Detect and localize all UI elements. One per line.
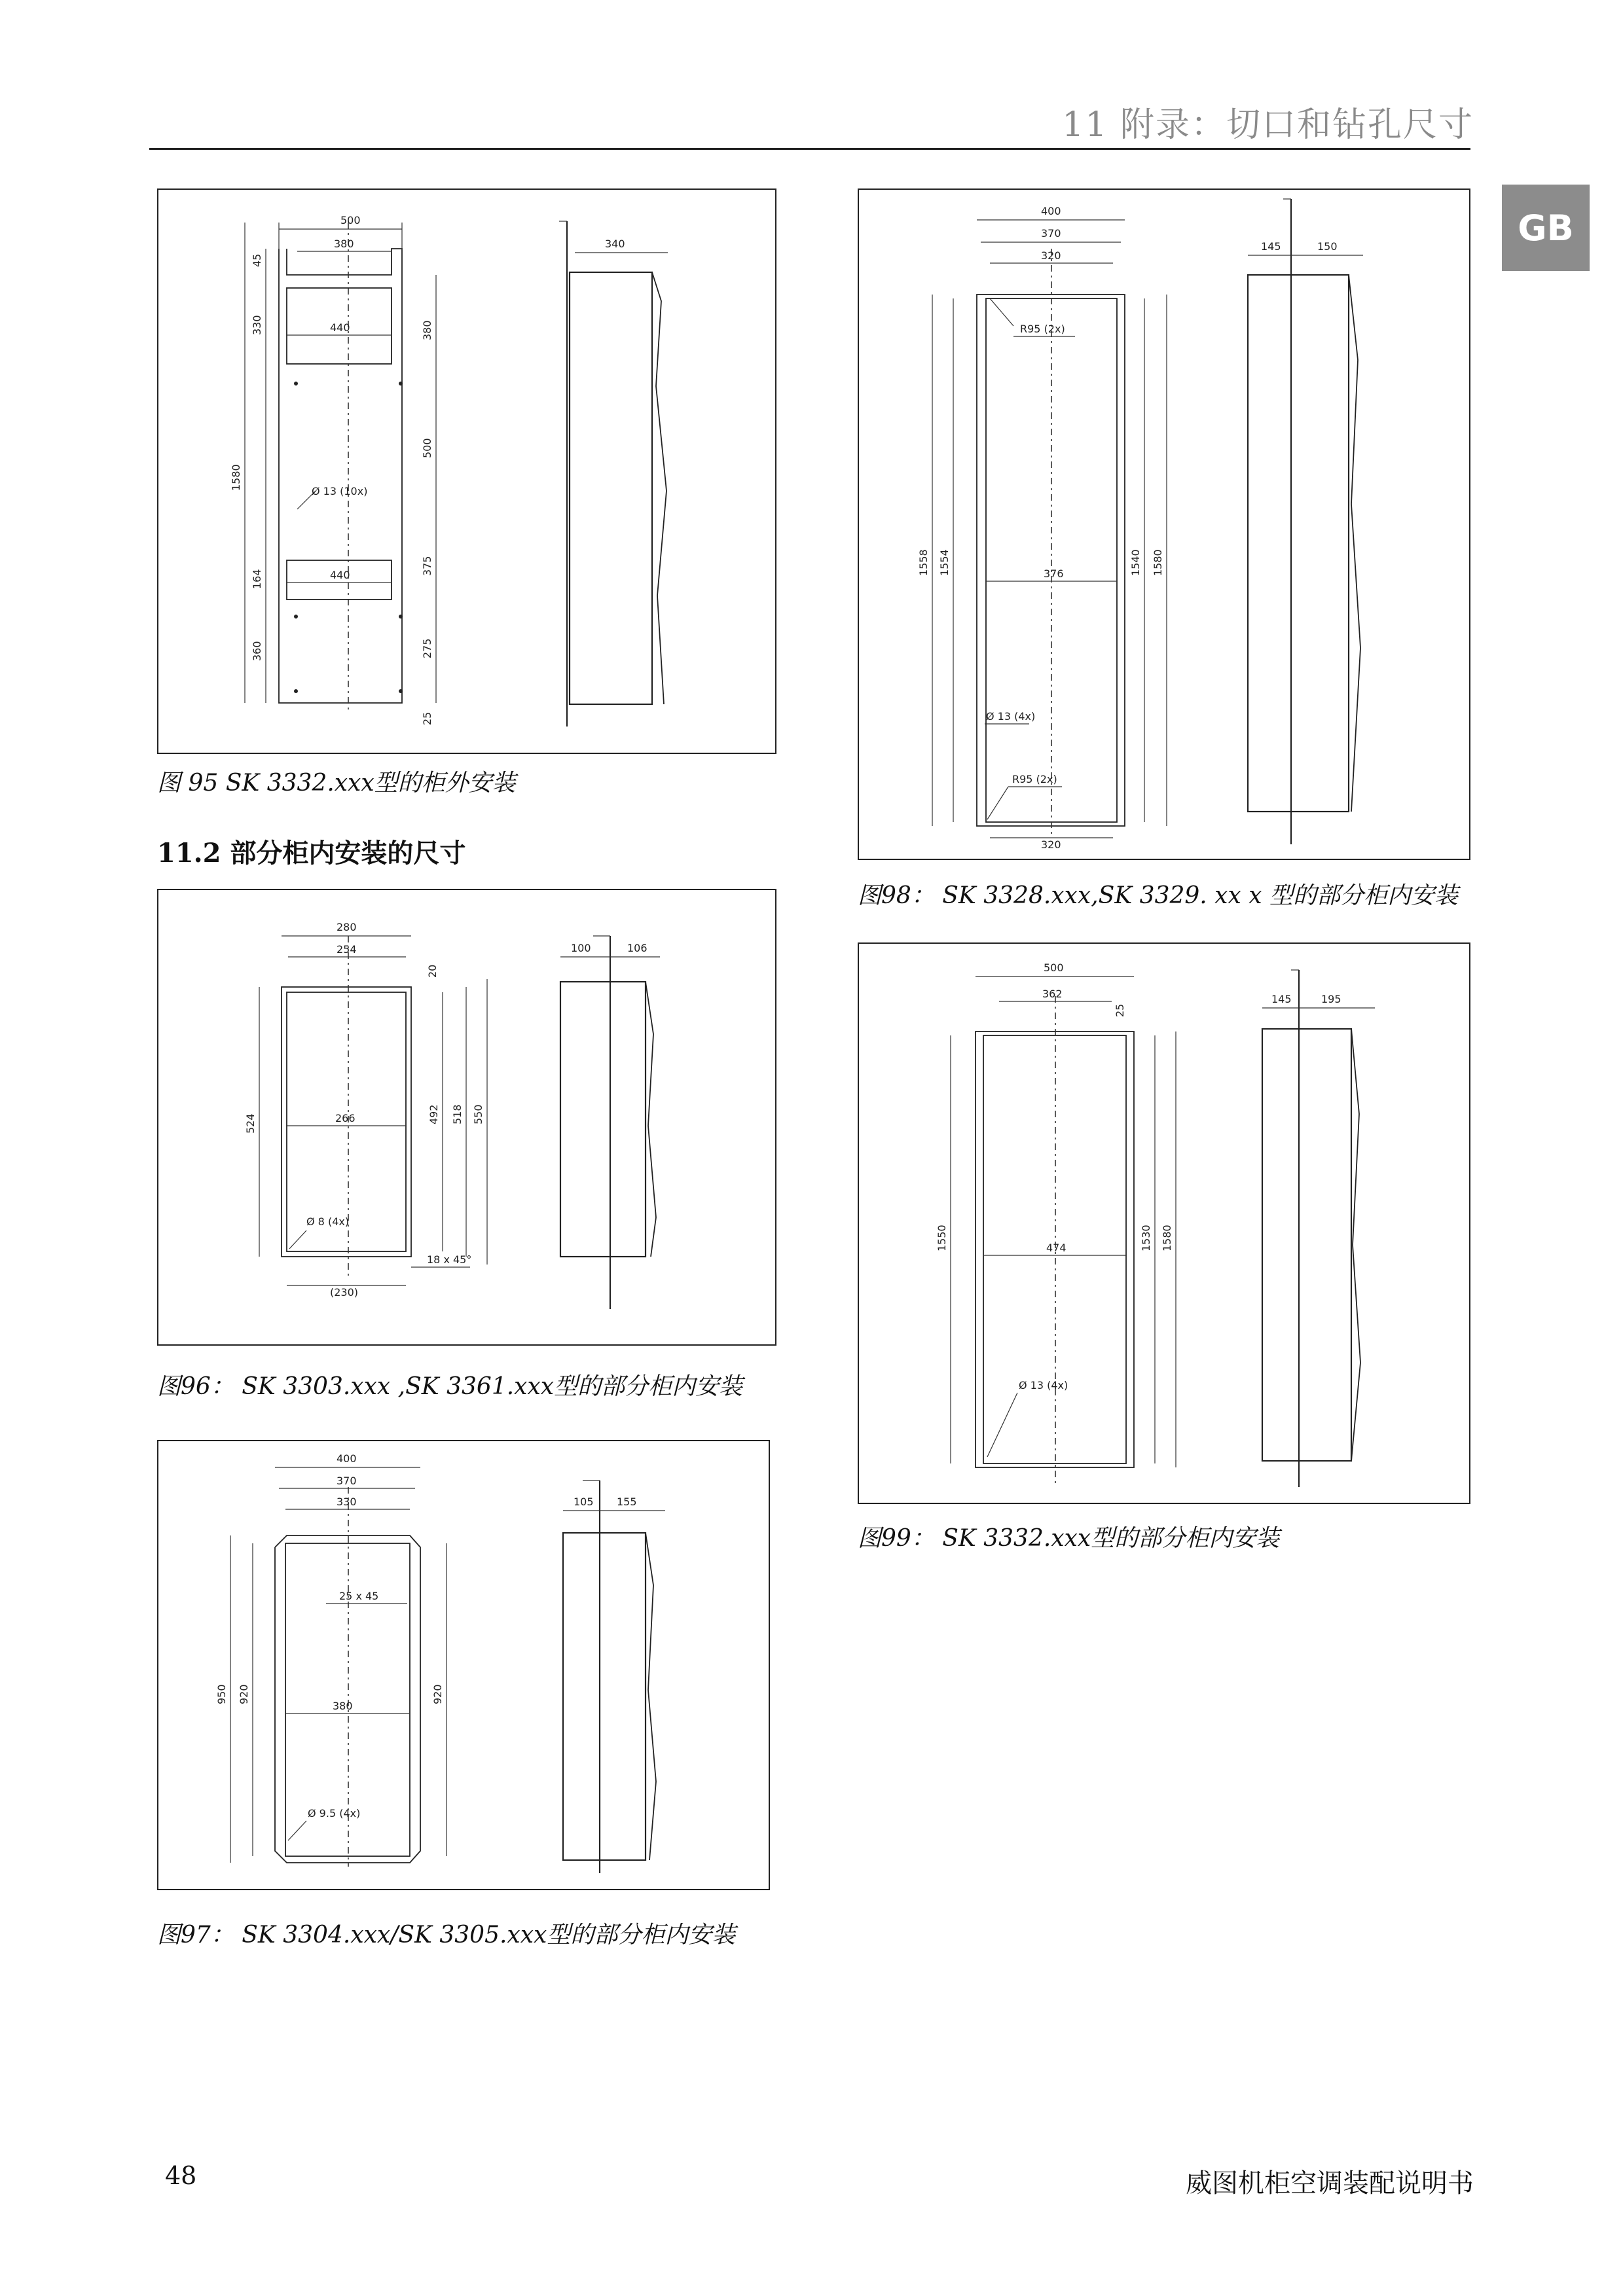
fig97-dim-105: 105 (574, 1496, 594, 1508)
fig96-hole-label: Ø 8 (4x) (306, 1215, 350, 1228)
fig98-dim-145: 145 (1261, 240, 1281, 253)
fig97-dim-370: 370 (337, 1475, 357, 1487)
fig96-dim-550: 550 (472, 1104, 484, 1124)
fig95-dim-25: 25 (421, 711, 433, 725)
fig99-dim-1580: 1580 (1161, 1225, 1173, 1251)
fig96-dim-524: 524 (244, 1113, 257, 1134)
fig98-dim-320: 320 (1041, 249, 1061, 262)
fig97-dim-920a: 920 (238, 1684, 250, 1704)
fig95-dim-440a: 440 (330, 321, 350, 334)
fig96-dim-518: 518 (451, 1104, 464, 1124)
fig96-dim-20: 20 (426, 964, 439, 978)
fig96-dim-106: 106 (627, 942, 647, 954)
fig95-hole-label: Ø 13 (10x) (312, 485, 368, 497)
language-tab-gb: GB (1502, 185, 1590, 271)
page-number: 48 (165, 2161, 197, 2190)
fig96-dim-254: 254 (337, 943, 357, 956)
fig95-dim-440b: 440 (330, 569, 350, 581)
figure-96-caption: 图96： SK 3303.xxx ,SK 3361.xxx型的部分柜内安装 (157, 1373, 743, 1400)
fig98-dim-320b: 320 (1041, 838, 1061, 851)
fig96-dim-100: 100 (571, 942, 591, 954)
section-heading: 11.2 部分柜内安装的尺寸 (157, 838, 466, 869)
fig98-dim-1558: 1558 (917, 549, 930, 576)
figure-96-drawing (158, 890, 775, 1344)
fig95-dim-340: 340 (605, 238, 625, 250)
fig95-dim-275: 275 (421, 638, 433, 658)
fig98-hole-label: Ø 13 (4x) (986, 710, 1036, 723)
fig99-dim-500: 500 (1044, 961, 1064, 974)
fig95-dim-500: 500 (340, 214, 361, 226)
fig99-dim-25: 25 (1114, 1003, 1126, 1017)
fig95-dim-330: 330 (251, 315, 263, 335)
fig98-dim-1580: 1580 (1152, 549, 1164, 576)
fig99-dim-195: 195 (1321, 993, 1341, 1005)
running-header: 11 附录：切口和钻孔尺寸 (1062, 105, 1474, 145)
fig95-dim-375: 375 (421, 556, 433, 576)
figure-96 (157, 889, 776, 1346)
fig98-dim-1540: 1540 (1129, 549, 1142, 576)
fig96-dim-280: 280 (337, 921, 357, 933)
fig98-dim-370: 370 (1041, 227, 1061, 240)
fig95-dim-45: 45 (251, 253, 263, 267)
figure-97-drawing (158, 1441, 769, 1889)
fig99-hole-label: Ø 13 (4x) (1019, 1379, 1068, 1391)
fig99-dim-474: 474 (1046, 1242, 1067, 1254)
fig95-dim-360: 360 (251, 641, 263, 661)
figure-95-caption: 图 95 SK 3332.xxx型的柜外安装 (157, 770, 516, 797)
figure-95 (157, 188, 776, 754)
fig99-dim-1530: 1530 (1140, 1225, 1152, 1251)
fig95-dim-500b: 500 (421, 438, 433, 458)
figure-99-drawing (859, 944, 1469, 1503)
fig96-dim-230: (230) (330, 1286, 359, 1299)
fig95-dim-164: 164 (251, 569, 263, 589)
fig95-dim-1580: 1580 (230, 464, 242, 491)
figure-95-drawing (158, 190, 775, 753)
fig98-r95-top-label: R95 (2x) (1020, 323, 1065, 335)
fig98-dim-376: 376 (1044, 567, 1064, 580)
figure-98-caption: 图98： SK 3328.xxx,SK 3329. xx x 型的部分柜内安装 (858, 882, 1458, 909)
fig97-hole-label: Ø 9.5 (4x) (308, 1807, 361, 1820)
fig97-dim-330: 330 (337, 1496, 357, 1508)
fig99-dim-362: 362 (1042, 988, 1063, 1000)
fig97-dim-380: 380 (333, 1700, 353, 1712)
fig97-dim-400: 400 (337, 1452, 357, 1465)
figure-99 (858, 942, 1470, 1504)
fig98-dim-150: 150 (1317, 240, 1338, 253)
header-rule (149, 148, 1470, 150)
fig95-dim-380b: 380 (421, 320, 433, 340)
fig96-dim-266: 266 (335, 1112, 356, 1124)
figure-98 (858, 188, 1470, 860)
fig98-dim-400: 400 (1041, 205, 1061, 217)
figure-99-caption: 图99： SK 3332.xxx型的部分柜内安装 (858, 1525, 1280, 1552)
fig99-dim-1550: 1550 (936, 1225, 948, 1251)
fig98-r95-bottom-label: R95 (2x) (1012, 773, 1057, 785)
figure-97-caption: 图97： SK 3304.xxx/SK 3305.xxx型的部分柜内安装 (157, 1922, 736, 1948)
figure-98-drawing (859, 190, 1469, 859)
fig97-chamfer-label: 25 x 45 (339, 1590, 379, 1602)
footer-title: 威图机柜空调装配说明书 (1186, 2168, 1474, 2198)
fig97-dim-950: 950 (215, 1684, 228, 1704)
fig95-dim-380: 380 (334, 238, 354, 250)
figure-97 (157, 1440, 770, 1890)
fig99-dim-145: 145 (1271, 993, 1292, 1005)
fig96-chamfer-label: 18 x 45° (427, 1253, 472, 1266)
fig97-dim-920b: 920 (431, 1684, 444, 1704)
fig98-dim-1554: 1554 (938, 549, 951, 576)
fig97-dim-155: 155 (617, 1496, 637, 1508)
fig96-dim-492: 492 (428, 1104, 440, 1124)
